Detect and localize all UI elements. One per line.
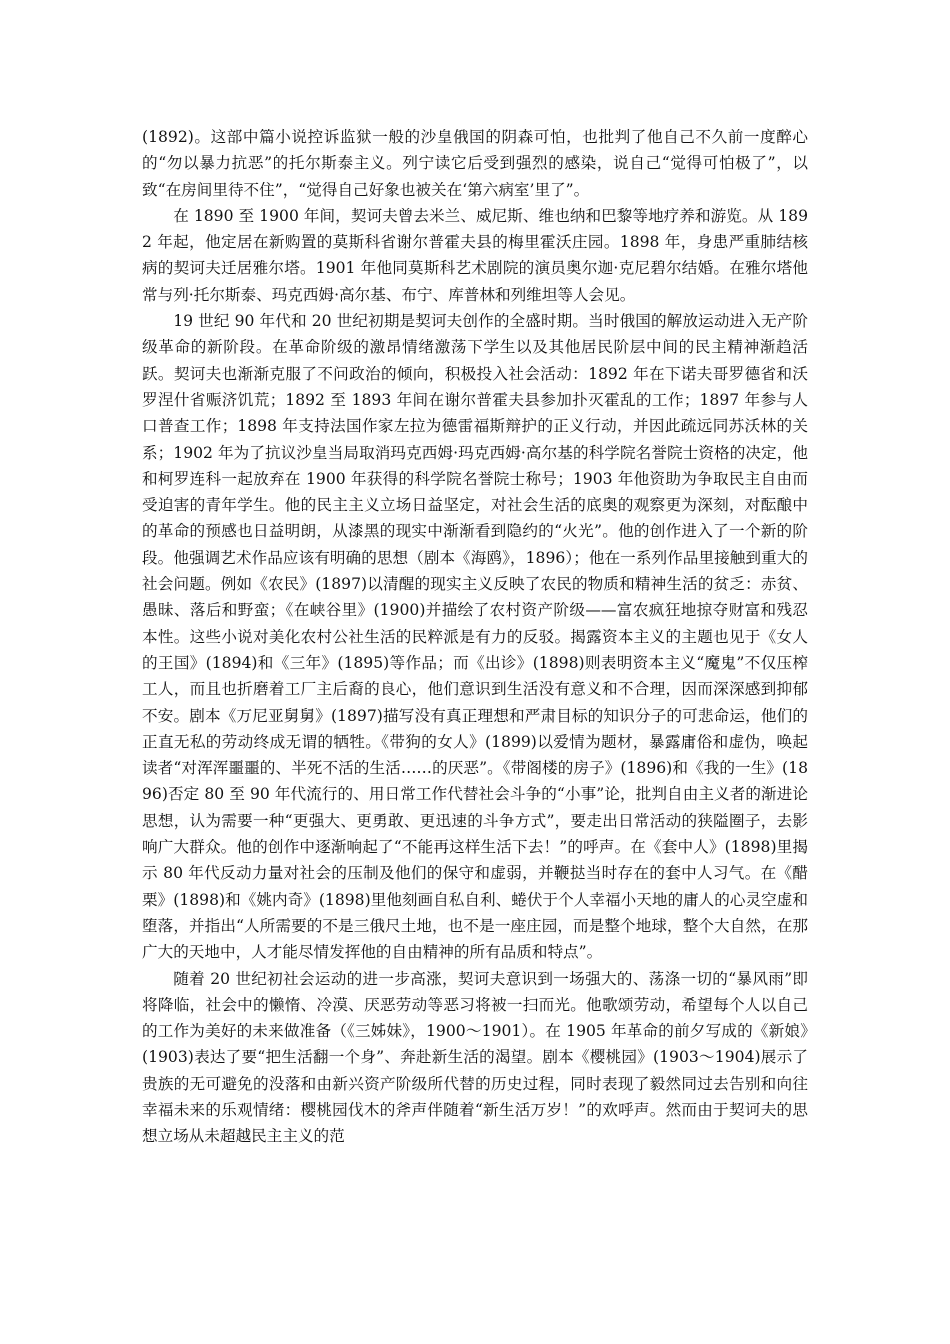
paragraph-2: 在 1890 至 1900 年间，契诃夫曾去米兰、威尼斯、维也纳和巴黎等地疗养和游览。从 1892 年起，他定居在新购置的莫斯科省谢尔普霍夫县的梅里霍沃庄园。1898 年，身患严重肺结核病的契诃夫迁居雅尔塔。1901 年他同莫斯科艺术剧院的演员奥尔迦·克尼碧尔结婚。在雅尔塔他常与列·托尔斯泰、玛克西姆·高尔基、布宁、库普林和列维坦等人会见。 xyxy=(142,206,808,304)
paragraph-1: (1892)。这部中篇小说控诉监狱一般的沙皇俄国的阴森可怕，也批判了他自己不久前一度醉心的“勿以暴力抗恶”的托尔斯泰主义。列宁读它后受到强烈的感染，说自己“觉得可怕极了”，以致“在房间里待不住”，“觉得自己好象也被关在‘第六病室’里了”。 xyxy=(142,128,808,199)
document-page xyxy=(142,124,808,1150)
paragraph-3: 19 世纪 90 年代和 20 世纪初期是契诃夫创作的全盛时期。当时俄国的解放运动进入无产阶级革命的新阶段。在革命阶级的激昂情绪激荡下学生以及其他居民阶层中间的民主精神渐趋活跃。契诃夫也渐渐克服了不问政治的倾向，积极投入社会活动：1892 年在下诺夫哥罗德省和沃罗涅什省赈济饥荒；1892 至 1893 年间在谢尔普霍夫县参加扑灭霍乱的工作；1897 年参与人口普查工作；1898 年支持法国作家左拉为德雷福斯辩护的正义行动，并因此疏远同苏沃林的关系；1902 年为了抗议沙皇当局取消玛克西姆·玛克西姆·高尔基的科学院名誉院士资格的决定，他和柯罗连科一起放弃在 1900 年获得的科学院名誉院士称号；1903 年他资助为争取民主自由而受迫害的青年学生。他的民主主义立场日益坚定，对社会生活的底奥的观察更为深刻，对酝酿中的革命的预感也日益明朗，从漆黑的现实中渐渐看到隐约的“火光”。他的创作进入了一个新的阶段。他强调艺术作品应该有明确的思想（剧本《海鸥》，1896）；他在一系列作品里接触到重大的社会问题。例如《农民》(1897)以清醒的现实主义反映了农民的物质和精神生活的贫乏：赤贫、愚昧、落后和野蛮；《在峡谷里》(1900)并描绘了农村资产阶级——富农疯狂地掠夺财富和残忍本性。这些小说对美化农村公社生活的民粹派是有力的反驳。揭露资本主义的主题也见于《女人的王国》(1894)和《三年》(1895)等作品；而《出诊》(1898)则表明资本主义“魔鬼”不仅压榨工人，而且也折磨着工厂主后裔的良心，他们意识到生活没有意义和不合理，因而深深感到抑郁不安。剧本《万尼亚舅舅》(1897)描写没有真正理想和严肃目标的知识分子的可悲命运，他们的正直无私的劳动终成无谓的牺牲。《带狗的女人》(1899)以爱情为题材，暴露庸俗和虚伪，唤起读者“对浑浑噩噩的、半死不活的生活……的厌恶”。《带阁楼的房子》(1896)和《我的一生》(1896)否定 80 至 90 年代流行的、用日常工作代替社会斗争的“小事”论，批判自由主义者的渐进论思想，认为需要一种“更强大、更勇敢、更迅速的斗争方式”，要走出日常活动的狭隘圈子，去影响广大群众。他的创作中逐渐响起了“不能再这样生活下去！”的呼声。在《套中人》(1898)里揭示 80 年代反动力量对社会的压制及他们的保守和虚弱，并鞭挞当时存在的套中人习气。在《醋栗》(1898)和《姚内奇》(1898)里他刻画自私自利、蜷伏于个人幸福小天地的庸人的心灵空虚和堕落，并指出“人所需要的不是三俄尺土地，也不是一座庄园，而是整个地球，整个大自然，在那广大的天地中，人才能尽情发挥他的自由精神的所有品质和特点”。 xyxy=(142,312,808,962)
paragraph-4: 随着 20 世纪初社会运动的进一步高涨，契诃夫意识到一场强大的、荡涤一切的“暴风雨”即将降临，社会中的懒惰、冷漠、厌恶劳动等恶习将被一扫而光。他歌颂劳动，希望每个人以自己的工作为美好的未来做准备（《三姊妹》，1900～1901）。在 1905 年革命的前夕写成的《新娘》(1903)表达了要“把生活翻一个身”、奔赴新生活的渴望。剧本《樱桃园》(1903～1904)展示了贵族的无可避免的没落和由新兴资产阶级所代替的历史过程，同时表现了毅然同过去告别和向往幸福未来的乐观情绪：樱桃园伐木的斧声伴随着“新生活万岁！”的欢呼声。然而由于契诃夫的思想立场从未超越民主主义的范 xyxy=(142,969,808,1146)
